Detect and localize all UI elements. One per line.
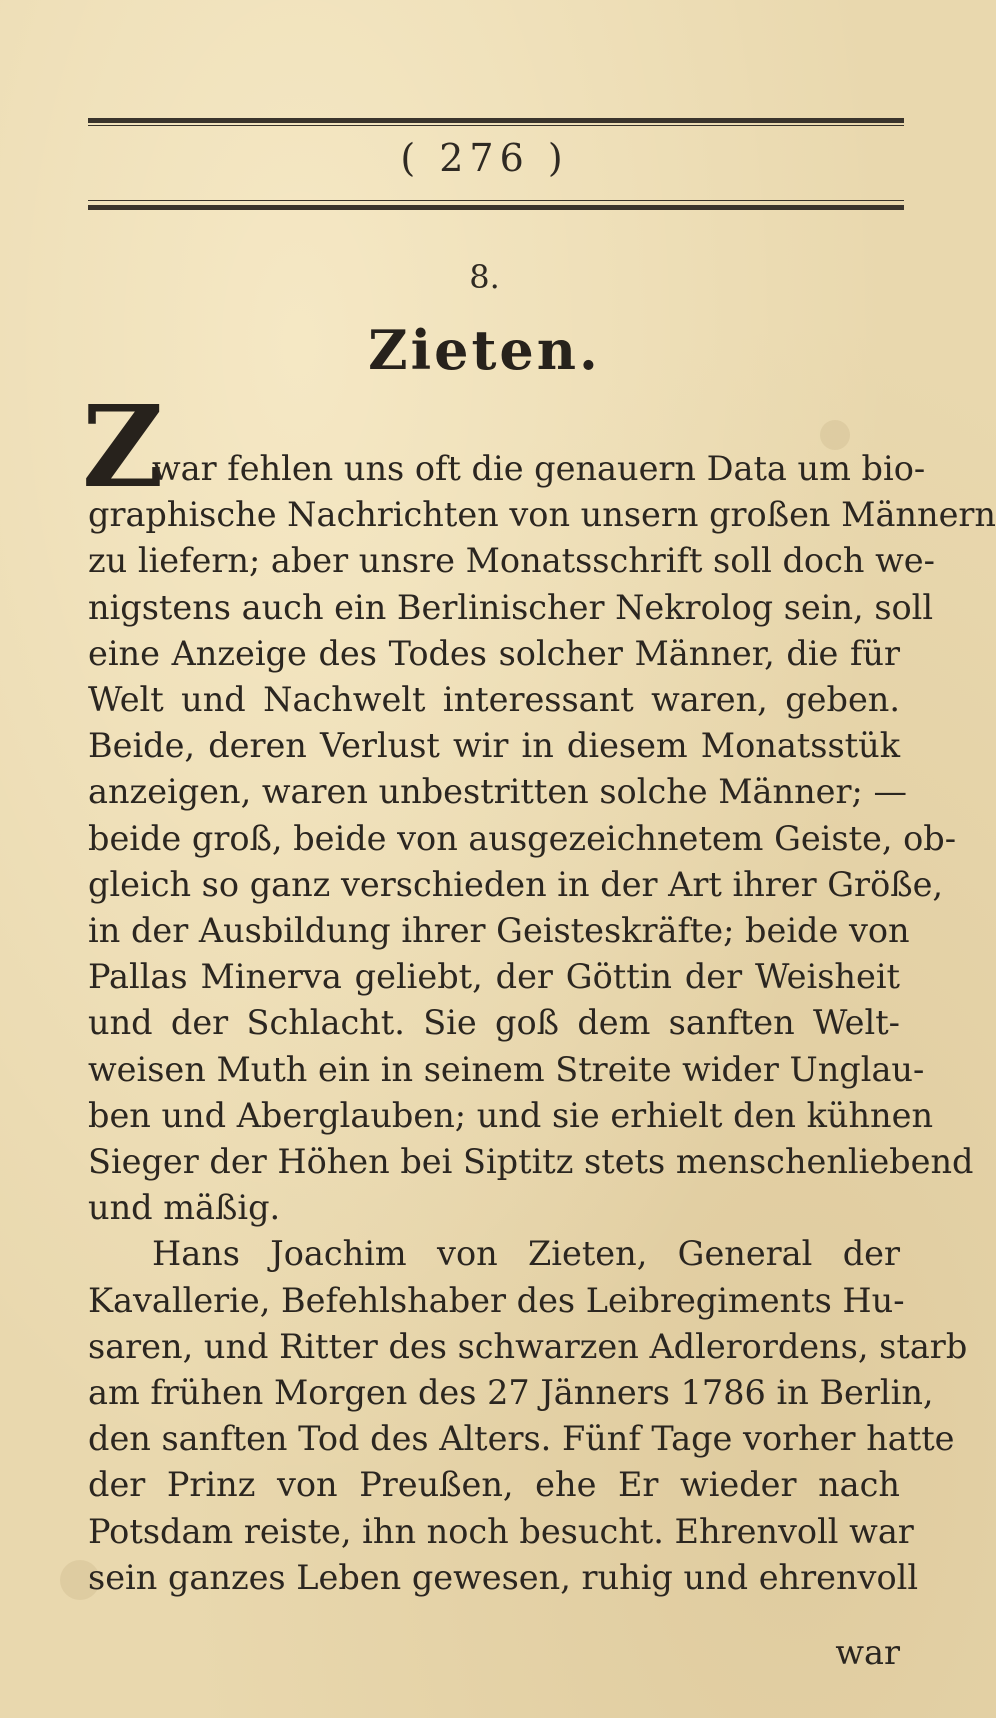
article-title: Zieten. <box>368 318 601 382</box>
text-line: anzeigen, waren unbestritten solche Männer; — <box>88 772 907 811</box>
header-rule-thick <box>88 205 904 210</box>
text-line: sein ganzes Leben gewesen, ruhig und ehrenvoll <box>88 1558 919 1597</box>
drop-cap: Z <box>82 382 164 513</box>
text-line: eine Anzeige des Todes solcher Männer, die für <box>88 634 900 673</box>
text-line: und der Schlacht. Sie goß dem sanften Welt- <box>88 1003 900 1042</box>
header-rule-thick <box>88 118 904 123</box>
text-line: war fehlen uns oft die genauern Data um bio- <box>152 449 926 488</box>
page-number: ( 276 ) <box>400 136 569 180</box>
text-line: ben und Aberglauben; und sie erhielt den kühnen <box>88 1096 934 1135</box>
text-line: graphische Nachrichten von unsern großen Männern <box>88 495 996 534</box>
text-line: Sieger der Höhen bei Siptitz stets menschenliebend <box>88 1142 974 1181</box>
header-rule-thin <box>88 200 904 201</box>
text-line: nigstens auch ein Berlinischer Nekrolog sein, soll <box>88 588 934 627</box>
text-line: Pallas Minerva geliebt, der Göttin der Weisheit <box>88 957 900 996</box>
text-line: und mäßig. <box>88 1188 281 1227</box>
text-line: Welt und Nachwelt interessant waren, geben. <box>88 680 900 719</box>
header-rule-thin <box>88 125 904 126</box>
text-line: Hans Joachim von Zieten, General der <box>152 1234 900 1273</box>
text-line: zu liefern; aber unsre Monatsschrift soll doch we- <box>88 541 935 580</box>
text-line: Kavallerie, Befehlshaber des Leibregiments Hu- <box>88 1281 905 1320</box>
catchword: war <box>835 1633 900 1672</box>
text-line: gleich so ganz verschieden in der Art ihrer Größe, <box>88 865 944 904</box>
text-line: weisen Muth ein in seinem Streite wider Unglau- <box>88 1050 925 1089</box>
section-number: 8. <box>469 258 500 296</box>
text-line: Potsdam reiste, ihn noch besucht. Ehrenvoll war <box>88 1512 914 1551</box>
text-line: in der Ausbildung ihrer Geisteskräfte; beide von <box>88 911 910 950</box>
text-line: Beide, deren Verlust wir in diesem Monatsstük <box>88 726 900 765</box>
text-line: der Prinz von Preußen, ehe Er wieder nach <box>88 1465 900 1504</box>
text-line: saren, und Ritter des schwarzen Adlerordens, starb <box>88 1327 968 1366</box>
text-line: den sanften Tod des Alters. Fünf Tage vorher hatte <box>88 1419 955 1458</box>
text-line: beide groß, beide von ausgezeichnetem Geiste, ob- <box>88 819 957 858</box>
text-line: am frühen Morgen des 27 Jänners 1786 in Berlin, <box>88 1373 934 1412</box>
